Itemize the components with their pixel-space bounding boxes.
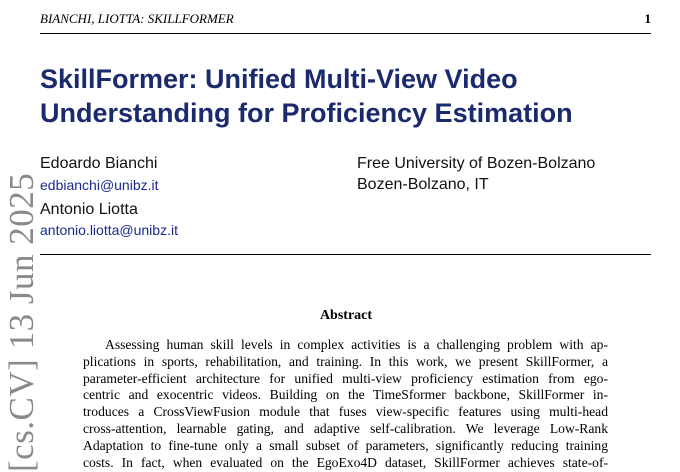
author-email-2[interactable]: antonio.liotta@unibz.it: [40, 222, 178, 238]
abstract-body: [83, 337, 608, 471]
author-rule: [40, 254, 651, 255]
title-line-1: SkillFormer: Unified Multi-View Video: [40, 64, 518, 94]
author-name-1: Edoardo Bianchi: [40, 155, 158, 172]
title-line-2: Understanding for Proficiency Estimation: [40, 98, 573, 128]
abstract-line: Assessing human skill levels in complex activities is a challenging problem with ap-: [105, 337, 608, 352]
abstract-line: cross-attention, learnable gating, and adaptive self-calibration. We leverage Low-Rank: [83, 420, 608, 436]
affiliation-line-1: Free University of Bozen-Bolzano: [357, 155, 596, 172]
arxiv-stamp-text: [cs.CV] 13 Jun 2025: [2, 172, 41, 472]
abstract-line: troduces a CrossViewFusion module that fuses view-specific features using multi-head: [83, 404, 608, 420]
abstract-line: plications in sports, rehabilitation, and training. In this work, we present SkillFormer, a: [83, 353, 608, 369]
abstract-line: parameter-efficient architecture for unified multi-view proficiency estimation from ego-: [83, 370, 608, 386]
page-number: 1: [644, 11, 651, 26]
abstract-line: Adaptation to fine-tune only a small subset of parameters, significantly reducing training: [83, 437, 608, 453]
header-rule: [40, 33, 651, 34]
running-head: [40, 11, 651, 27]
abstract-line: centric and exocentric videos. Building on the TimeSformer backbone, SkillFormer in-: [83, 387, 608, 403]
author-name-2: Antonio Liotta: [40, 201, 138, 218]
abstract-heading: Abstract: [319, 308, 373, 323]
affiliation-line-2: Bozen-Bolzano, IT: [357, 176, 489, 193]
paper-title: [40, 62, 651, 130]
running-title: BIANCHI, LIOTTA: SKILLFORMER: [40, 11, 234, 26]
abstract-line: costs. In fact, when evaluated on the EgoExo4D dataset, SkillFormer achieves state-of-: [83, 454, 608, 470]
author-email-1[interactable]: edbianchi@unibz.it: [40, 177, 159, 193]
